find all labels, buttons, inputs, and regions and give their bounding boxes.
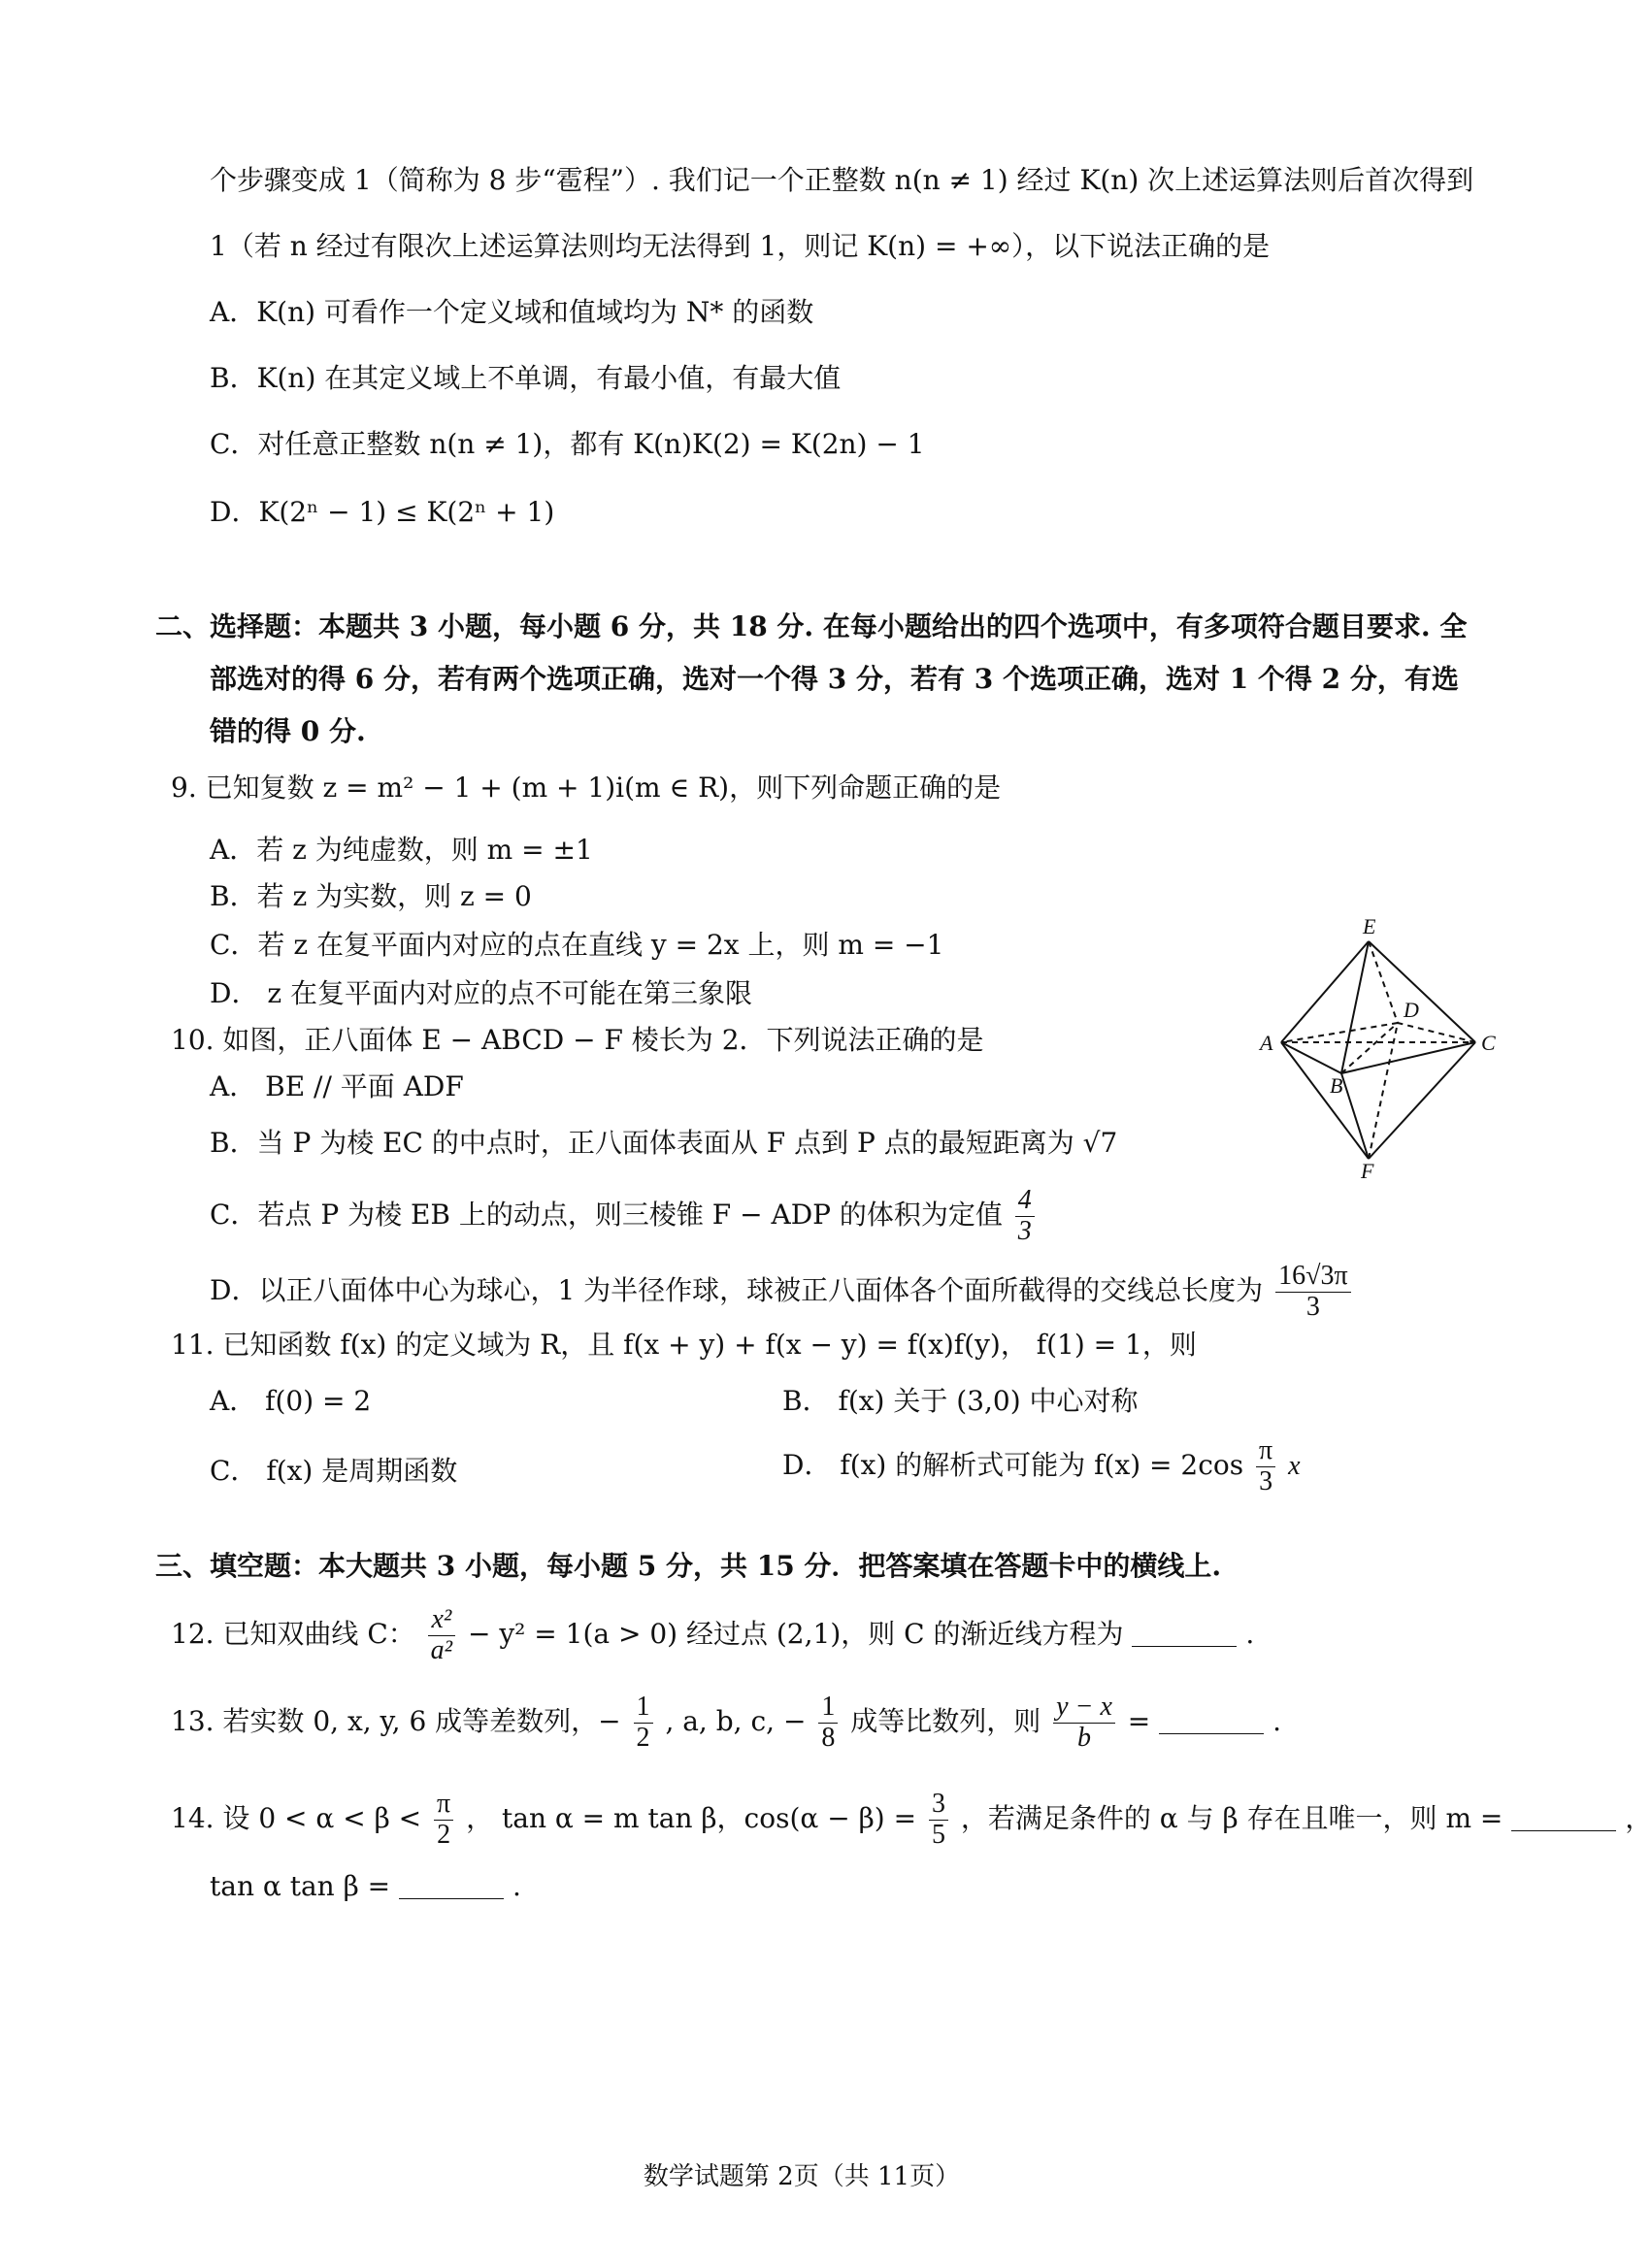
q11-stem: 11. 已知函数 f(x) 的定义域为 R，且 f(x + y) + f(x − y) = f(x)f(y)， f(1) = 1，则: [171, 1329, 1197, 1361]
edge-ab: [1281, 1042, 1341, 1073]
q10-option-c-fraction: [1015, 1186, 1035, 1247]
edge-ea: [1281, 941, 1369, 1042]
page-footer: 数学试题第 2页（共 11页）: [643, 2162, 961, 2191]
section2-line2: 部选对的得 6 分，若有两个选项正确，选对一个得 3 分，若有 3 个选项正确，选对 1 个得 2 分，有选: [210, 663, 1459, 695]
q11-option-d-fraction: [1256, 1436, 1275, 1497]
octahedron-figure: [1252, 914, 1504, 1183]
section2-line1: 二、选择题：本题共 3 小题，每小题 6 分，共 18 分. 在每小题给出的四个选项中，有多项符合题目要求. 全: [155, 610, 1468, 642]
q13-fraction-2-num: 1: [818, 1693, 838, 1724]
label-c: C: [1481, 1031, 1496, 1055]
edge-bc: [1341, 1042, 1475, 1073]
q13-fraction-2-den: 8: [821, 1722, 836, 1753]
q10-stem: 10. 如图，正八面体 E − ABCD − F 棱长为 2．下列说法正确的是: [171, 1024, 984, 1056]
label-a: A: [1260, 1031, 1273, 1055]
q13-mid: , a, b, c, −: [665, 1704, 807, 1737]
q9-option-b: B．若 z 为实数，则 z = 0: [210, 880, 532, 912]
q12: [171, 1605, 1254, 1666]
q8-line2: 1（若 n 经过有限次上述运算法则均无法得到 1，则记 K(n) = +∞），以下说法正确的是: [210, 230, 1271, 262]
edge-fb: [1341, 1073, 1369, 1159]
q8-option-c: C．对任意正整数 n(n ≠ 1)，都有 K(n)K(2) = K(2n) − 1: [210, 428, 925, 460]
q14-fraction-1-num: π: [434, 1790, 453, 1821]
q10-option-c-numerator: 4: [1015, 1186, 1035, 1217]
q14-mid: ， tan α = m tan β，cos(α − β) =: [466, 1801, 917, 1834]
q12-post: − y² = 1(a > 0) 经过点 (2,1)，则 C 的渐近线方程为: [467, 1617, 1124, 1650]
q9-option-c: C．若 z 在复平面内对应的点在直线 y = 2x 上，则 m = −1: [210, 929, 944, 961]
q8-line1: 个步骤变成 1（简称为 8 步“雹程”）. 我们记一个正整数 n(n ≠ 1) 经过 K(n) 次上述运算法则后首次得到: [210, 164, 1474, 196]
q10-option-c-text: C．若点 P 为棱 EB 上的动点，则三棱锥 F − ADP 的体积为定值: [210, 1198, 1003, 1231]
q13-fraction-1-num: 1: [634, 1693, 653, 1724]
q14-line2: [210, 1867, 521, 1906]
q14-line2-end: .: [512, 1870, 521, 1902]
section2-line3: 错的得 0 分.: [210, 715, 366, 747]
edge-ec: [1369, 941, 1475, 1042]
q14-line2-text: tan α tan β =: [210, 1870, 391, 1902]
q13-pre: 13. 若实数 0, x, y, 6 成等差数列，−: [171, 1704, 621, 1737]
q10-option-a: A． BE // 平面 ADF: [210, 1070, 464, 1102]
q14-fraction-2: [929, 1790, 948, 1851]
q11-option-d: [782, 1436, 1301, 1497]
q11-option-b: B． f(x) 关于 (3,0) 中心对称: [782, 1385, 1139, 1417]
q14-fraction-1: [434, 1790, 453, 1851]
q10-option-d: [210, 1262, 1355, 1323]
q13-fraction-2: [818, 1693, 838, 1754]
q12-pre: 12. 已知双曲线 C：: [171, 1617, 415, 1650]
q13-fraction-3-num: y − x: [1053, 1693, 1115, 1724]
q13: [171, 1693, 1281, 1754]
q14: [171, 1790, 1652, 1851]
q10-option-d-text: D．以正八面体中心为球心，1 为半径作球，球被正八面体各个面所截得的交线总长度为: [210, 1273, 1264, 1306]
q14-fraction-1-den: 2: [437, 1819, 451, 1850]
q11-option-a: A． f(0) = 2: [210, 1385, 372, 1417]
q11-option-d-text: D． f(x) 的解析式可能为 f(x) = 2cos: [782, 1448, 1244, 1481]
q10-option-b: B．当 P 为棱 EC 的中点时，正八面体表面从 F 点到 P 点的最短距离为 √7: [210, 1127, 1118, 1159]
q12-answer-blank[interactable]: [1132, 1619, 1237, 1647]
q14-answer-blank-m[interactable]: [1511, 1803, 1616, 1831]
q12-numerator: x²: [428, 1605, 455, 1636]
edge-fa: [1281, 1042, 1369, 1159]
q11-option-c: C． f(x) 是周期函数: [210, 1455, 458, 1487]
q10-option-d-numerator: 16√3π: [1275, 1262, 1351, 1293]
q10-option-c: [210, 1186, 1039, 1247]
q13-mid2: 成等比数列，则: [850, 1704, 1041, 1737]
section3-heading: 三、填空题：本大题共 3 小题，每小题 5 分，共 15 分．把答案填在答题卡中的横线上.: [155, 1550, 1222, 1582]
edge-eb: [1341, 941, 1369, 1073]
edge-ed: [1369, 941, 1398, 1023]
q13-fraction-1-den: 2: [636, 1722, 650, 1753]
q14-post: ，若满足条件的 α 与 β 存在且唯一，则 m =: [960, 1801, 1503, 1834]
edge-da: [1281, 1023, 1398, 1042]
label-b: B: [1330, 1073, 1343, 1098]
edge-fc: [1369, 1042, 1475, 1159]
label-d: D: [1404, 998, 1419, 1022]
q9-option-a: A．若 z 为纯虚数，则 m = ±1: [210, 834, 593, 866]
q8-option-d: D．K(2ⁿ − 1) ≤ K(2ⁿ + 1): [210, 496, 555, 528]
q11-option-d-var: x: [1288, 1450, 1301, 1481]
q9-stem: 9. 已知复数 z = m² − 1 + (m + 1)i(m ∈ R)，则下列命题正确的是: [171, 772, 1002, 804]
q11-option-d-denominator: 3: [1259, 1465, 1273, 1496]
q13-fraction-1: [634, 1693, 653, 1754]
q12-denominator: a²: [430, 1634, 453, 1665]
q14-fraction-2-num: 3: [929, 1790, 948, 1821]
q14-comma: ，: [1625, 1801, 1652, 1834]
q11-option-d-numerator: π: [1256, 1436, 1275, 1467]
q9-option-d: D． z 在复平面内对应的点不可能在第三象限: [210, 977, 753, 1009]
q14-pre: 14. 设 0 < α < β <: [171, 1801, 422, 1834]
label-f: F: [1361, 1159, 1374, 1183]
q13-fraction-3-den: b: [1077, 1722, 1092, 1753]
q8-option-b: B．K(n) 在其定义域上不单调，有最小值，有最大值: [210, 362, 842, 394]
q12-end: .: [1245, 1617, 1255, 1650]
q8-option-a: A．K(n) 可看作一个定义域和值域均为 N* 的函数: [210, 296, 814, 328]
q13-end: .: [1272, 1704, 1281, 1737]
q14-fraction-2-den: 5: [931, 1819, 945, 1850]
q14-answer-blank-product[interactable]: [399, 1871, 504, 1899]
q12-fraction: [428, 1605, 455, 1666]
q10-option-d-fraction: [1275, 1262, 1351, 1323]
q13-eq: =: [1127, 1704, 1151, 1737]
q10-option-c-denominator: 3: [1017, 1215, 1032, 1246]
q13-answer-blank[interactable]: [1159, 1706, 1264, 1734]
q13-fraction-3: [1053, 1693, 1115, 1754]
q10-option-d-denominator: 3: [1305, 1291, 1320, 1322]
label-e: E: [1363, 914, 1376, 938]
